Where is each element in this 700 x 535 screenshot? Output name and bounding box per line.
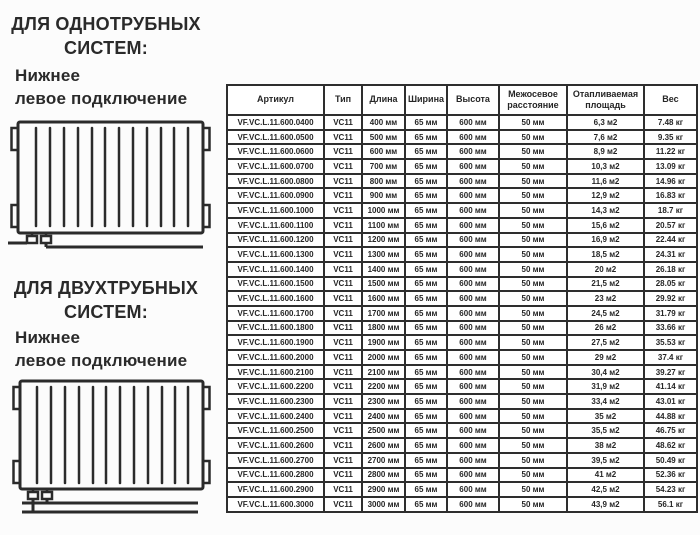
cell-width: 65 мм: [405, 482, 447, 497]
cell-type: VC11: [324, 262, 362, 277]
cell-type: VC11: [324, 247, 362, 262]
cell-article: VF.VC.L.11.600.3000: [227, 497, 324, 512]
cell-axle-distance: 50 мм: [499, 218, 567, 233]
cell-weight: 7.48 кг: [644, 115, 697, 130]
cell-axle-distance: 50 мм: [499, 130, 567, 145]
cell-height: 600 мм: [447, 394, 499, 409]
cell-height: 600 мм: [447, 335, 499, 350]
cell-heated-area: 29 м2: [567, 350, 644, 365]
cell-axle-distance: 50 мм: [499, 497, 567, 512]
cell-width: 65 мм: [405, 218, 447, 233]
table-row: [227, 277, 697, 292]
radiator-diagram-single-pipe: [0, 114, 212, 250]
cell-axle-distance: 50 мм: [499, 350, 567, 365]
column-header-heated-area: Отапливаемая площадь: [567, 85, 644, 115]
cell-width: 65 мм: [405, 277, 447, 292]
cell-height: 600 мм: [447, 218, 499, 233]
cell-length: 2300 мм: [362, 394, 405, 409]
header-row: [227, 85, 697, 115]
heading-two-pipe-systems: ДЛЯ ДВУХТРУБНЫХ СИСТЕМ:: [13, 278, 199, 322]
connection-label-two-pipe: [15, 326, 220, 372]
cell-heated-area: 24,5 м2: [567, 306, 644, 321]
cell-axle-distance: 50 мм: [499, 379, 567, 394]
cell-axle-distance: 50 мм: [499, 409, 567, 424]
cell-article: VF.VC.L.11.600.1400: [227, 262, 324, 277]
cell-axle-distance: 50 мм: [499, 277, 567, 292]
radiator-diagram-two-pipe: [0, 377, 212, 517]
cell-length: 600 мм: [362, 144, 405, 159]
cell-weight: 14.96 кг: [644, 174, 697, 189]
cell-weight: 54.23 кг: [644, 482, 697, 497]
cell-axle-distance: 50 мм: [499, 482, 567, 497]
cell-axle-distance: 50 мм: [499, 174, 567, 189]
cell-length: 800 мм: [362, 174, 405, 189]
cell-type: VC11: [324, 350, 362, 365]
cell-length: 3000 мм: [362, 497, 405, 512]
table-row: [227, 453, 697, 468]
cell-length: 1900 мм: [362, 335, 405, 350]
cell-article: VF.VC.L.11.600.2400: [227, 409, 324, 424]
cell-weight: 29.92 кг: [644, 291, 697, 306]
cell-axle-distance: 50 мм: [499, 365, 567, 380]
cell-weight: 31.79 кг: [644, 306, 697, 321]
cell-article: VF.VC.L.11.600.2300: [227, 394, 324, 409]
cell-length: 2700 мм: [362, 453, 405, 468]
cell-width: 65 мм: [405, 262, 447, 277]
cell-width: 65 мм: [405, 379, 447, 394]
cell-width: 65 мм: [405, 321, 447, 336]
cell-type: VC11: [324, 306, 362, 321]
table-row: [227, 350, 697, 365]
cell-axle-distance: 50 мм: [499, 247, 567, 262]
cell-length: 1400 мм: [362, 262, 405, 277]
cell-width: 65 мм: [405, 365, 447, 380]
cell-heated-area: 33,4 м2: [567, 394, 644, 409]
cell-type: VC11: [324, 291, 362, 306]
cell-length: 2800 мм: [362, 468, 405, 483]
cell-width: 65 мм: [405, 423, 447, 438]
cell-heated-area: 7,6 м2: [567, 130, 644, 145]
cell-heated-area: 20 м2: [567, 262, 644, 277]
cell-length: 2100 мм: [362, 365, 405, 380]
cell-axle-distance: 50 мм: [499, 394, 567, 409]
cell-type: VC11: [324, 453, 362, 468]
cell-weight: 44.88 кг: [644, 409, 697, 424]
cell-type: VC11: [324, 409, 362, 424]
cell-weight: 18.7 кг: [644, 203, 697, 218]
cell-width: 65 мм: [405, 115, 447, 130]
cell-heated-area: 21,5 м2: [567, 277, 644, 292]
cell-length: 900 мм: [362, 188, 405, 203]
cell-height: 600 мм: [447, 379, 499, 394]
cell-length: 1700 мм: [362, 306, 405, 321]
cell-type: VC11: [324, 159, 362, 174]
left-column: [0, 0, 222, 535]
cell-axle-distance: 50 мм: [499, 468, 567, 483]
cell-length: 1300 мм: [362, 247, 405, 262]
cell-article: VF.VC.L.11.600.2800: [227, 468, 324, 483]
table-row: [227, 438, 697, 453]
cell-axle-distance: 50 мм: [499, 306, 567, 321]
cell-article: VF.VC.L.11.600.1900: [227, 335, 324, 350]
cell-width: 65 мм: [405, 174, 447, 189]
cell-axle-distance: 50 мм: [499, 321, 567, 336]
cell-weight: 50.49 кг: [644, 453, 697, 468]
table-row: [227, 247, 697, 262]
cell-article: VF.VC.L.11.600.1200: [227, 233, 324, 248]
cell-width: 65 мм: [405, 144, 447, 159]
cell-height: 600 мм: [447, 306, 499, 321]
cell-height: 600 мм: [447, 350, 499, 365]
cell-weight: 13.09 кг: [644, 159, 697, 174]
cell-axle-distance: 50 мм: [499, 115, 567, 130]
cell-type: VC11: [324, 335, 362, 350]
cell-type: VC11: [324, 174, 362, 189]
cell-axle-distance: 50 мм: [499, 453, 567, 468]
cell-heated-area: 30,4 м2: [567, 365, 644, 380]
cell-article: VF.VC.L.11.600.2000: [227, 350, 324, 365]
cell-weight: 52.36 кг: [644, 468, 697, 483]
cell-height: 600 мм: [447, 262, 499, 277]
cell-type: VC11: [324, 188, 362, 203]
table-row: [227, 188, 697, 203]
cell-type: VC11: [324, 321, 362, 336]
cell-width: 65 мм: [405, 203, 447, 218]
table-row: [227, 379, 697, 394]
cell-height: 600 мм: [447, 188, 499, 203]
cell-article: VF.VC.L.11.600.1300: [227, 247, 324, 262]
cell-axle-distance: 50 мм: [499, 335, 567, 350]
cell-width: 65 мм: [405, 306, 447, 321]
cell-length: 2600 мм: [362, 438, 405, 453]
cell-axle-distance: 50 мм: [499, 423, 567, 438]
cell-axle-distance: 50 мм: [499, 188, 567, 203]
cell-article: VF.VC.L.11.600.0500: [227, 130, 324, 145]
cell-length: 2200 мм: [362, 379, 405, 394]
cell-weight: 56.1 кг: [644, 497, 697, 512]
cell-heated-area: 26 м2: [567, 321, 644, 336]
cell-weight: 9.35 кг: [644, 130, 697, 145]
cell-axle-distance: 50 мм: [499, 291, 567, 306]
table-row: [227, 174, 697, 189]
cell-length: 1200 мм: [362, 233, 405, 248]
cell-weight: 39.27 кг: [644, 365, 697, 380]
cell-width: 65 мм: [405, 350, 447, 365]
table-row: [227, 335, 697, 350]
cell-article: VF.VC.L.11.600.2200: [227, 379, 324, 394]
column-header-length: Длина: [362, 85, 405, 115]
cell-type: VC11: [324, 379, 362, 394]
connection-label-line2: левое подключение: [15, 89, 188, 108]
cell-heated-area: 42,5 м2: [567, 482, 644, 497]
cell-height: 600 мм: [447, 321, 499, 336]
cell-article: VF.VC.L.11.600.2900: [227, 482, 324, 497]
cell-article: VF.VC.L.11.600.0600: [227, 144, 324, 159]
cell-type: VC11: [324, 482, 362, 497]
cell-type: VC11: [324, 144, 362, 159]
cell-length: 1500 мм: [362, 277, 405, 292]
cell-heated-area: 8,9 м2: [567, 144, 644, 159]
cell-width: 65 мм: [405, 394, 447, 409]
connection-label-line2: левое подключение: [15, 351, 188, 370]
cell-heated-area: 11,6 м2: [567, 174, 644, 189]
cell-article: VF.VC.L.11.600.2100: [227, 365, 324, 380]
table-row: [227, 291, 697, 306]
cell-width: 65 мм: [405, 453, 447, 468]
connection-label-single: [15, 64, 220, 110]
cell-type: VC11: [324, 233, 362, 248]
cell-length: 700 мм: [362, 159, 405, 174]
table-row: [227, 365, 697, 380]
cell-width: 65 мм: [405, 409, 447, 424]
cell-heated-area: 23 м2: [567, 291, 644, 306]
cell-heated-area: 18,5 м2: [567, 247, 644, 262]
cell-type: VC11: [324, 497, 362, 512]
cell-weight: 37.4 кг: [644, 350, 697, 365]
table-row: [227, 159, 697, 174]
cell-height: 600 мм: [447, 159, 499, 174]
table-row: [227, 321, 697, 336]
column-header-article: Артикул: [227, 85, 324, 115]
table-row: [227, 262, 697, 277]
cell-article: VF.VC.L.11.600.0700: [227, 159, 324, 174]
cell-width: 65 мм: [405, 188, 447, 203]
cell-width: 65 мм: [405, 497, 447, 512]
cell-axle-distance: 50 мм: [499, 159, 567, 174]
radiator-two-pipe-drawing: [0, 377, 212, 517]
cell-article: VF.VC.L.11.600.1500: [227, 277, 324, 292]
cell-height: 600 мм: [447, 203, 499, 218]
cell-height: 600 мм: [447, 277, 499, 292]
cell-heated-area: 16,9 м2: [567, 233, 644, 248]
cell-type: VC11: [324, 277, 362, 292]
table-row: [227, 203, 697, 218]
cell-length: 1600 мм: [362, 291, 405, 306]
table-row: [227, 130, 697, 145]
table-row: [227, 115, 697, 130]
table-row: [227, 218, 697, 233]
cell-heated-area: 6,3 м2: [567, 115, 644, 130]
cell-heated-area: 12,9 м2: [567, 188, 644, 203]
column-header-width: Ширина: [405, 85, 447, 115]
cell-article: VF.VC.L.11.600.2500: [227, 423, 324, 438]
connection-label-line1: Нижнее: [15, 66, 81, 85]
cell-length: 2000 мм: [362, 350, 405, 365]
cell-width: 65 мм: [405, 130, 447, 145]
cell-height: 600 мм: [447, 423, 499, 438]
radiator-single-pipe-drawing: [0, 114, 212, 250]
cell-width: 65 мм: [405, 291, 447, 306]
spec-table: [226, 84, 698, 513]
cell-weight: 16.83 кг: [644, 188, 697, 203]
cell-height: 600 мм: [447, 130, 499, 145]
cell-type: VC11: [324, 365, 362, 380]
cell-type: VC11: [324, 468, 362, 483]
cell-article: VF.VC.L.11.600.1800: [227, 321, 324, 336]
spec-table-body: [227, 115, 697, 512]
cell-height: 600 мм: [447, 365, 499, 380]
cell-weight: 41.14 кг: [644, 379, 697, 394]
cell-weight: 43.01 кг: [644, 394, 697, 409]
cell-type: VC11: [324, 130, 362, 145]
column-header-type: Тип: [324, 85, 362, 115]
cell-width: 65 мм: [405, 233, 447, 248]
table-row: [227, 394, 697, 409]
cell-width: 65 мм: [405, 159, 447, 174]
cell-height: 600 мм: [447, 233, 499, 248]
cell-width: 65 мм: [405, 335, 447, 350]
cell-weight: 26.18 кг: [644, 262, 697, 277]
cell-width: 65 мм: [405, 438, 447, 453]
cell-weight: 33.66 кг: [644, 321, 697, 336]
cell-width: 65 мм: [405, 247, 447, 262]
cell-height: 600 мм: [447, 247, 499, 262]
table-row: [227, 306, 697, 321]
cell-type: VC11: [324, 394, 362, 409]
cell-weight: 11.22 кг: [644, 144, 697, 159]
cell-article: VF.VC.L.11.600.0900: [227, 188, 324, 203]
cell-length: 500 мм: [362, 130, 405, 145]
cell-height: 600 мм: [447, 115, 499, 130]
column-header-weight: Вес: [644, 85, 697, 115]
cell-length: 1100 мм: [362, 218, 405, 233]
cell-heated-area: 41 м2: [567, 468, 644, 483]
cell-length: 1000 мм: [362, 203, 405, 218]
table-row: [227, 482, 697, 497]
table-row: [227, 423, 697, 438]
cell-heated-area: 38 м2: [567, 438, 644, 453]
table-row: [227, 409, 697, 424]
cell-height: 600 мм: [447, 409, 499, 424]
table-row: [227, 233, 697, 248]
cell-axle-distance: 50 мм: [499, 233, 567, 248]
cell-height: 600 мм: [447, 144, 499, 159]
cell-length: 400 мм: [362, 115, 405, 130]
cell-heated-area: 35 м2: [567, 409, 644, 424]
column-header-height: Высота: [447, 85, 499, 115]
cell-heated-area: 14,3 м2: [567, 203, 644, 218]
cell-height: 600 мм: [447, 438, 499, 453]
table-row: [227, 497, 697, 512]
cell-axle-distance: 50 мм: [499, 144, 567, 159]
spec-table-header: [227, 85, 697, 115]
cell-height: 600 мм: [447, 497, 499, 512]
cell-type: VC11: [324, 423, 362, 438]
cell-width: 65 мм: [405, 468, 447, 483]
cell-height: 600 мм: [447, 174, 499, 189]
cell-axle-distance: 50 мм: [499, 203, 567, 218]
cell-type: VC11: [324, 218, 362, 233]
cell-type: VC11: [324, 438, 362, 453]
cell-weight: 20.57 кг: [644, 218, 697, 233]
cell-heated-area: 15,6 м2: [567, 218, 644, 233]
cell-axle-distance: 50 мм: [499, 438, 567, 453]
cell-length: 2400 мм: [362, 409, 405, 424]
cell-article: VF.VC.L.11.600.2600: [227, 438, 324, 453]
heading-single-pipe-systems: ДЛЯ ОДНОТРУБНЫХ СИСТЕМ:: [11, 14, 201, 58]
cell-weight: 48.62 кг: [644, 438, 697, 453]
cell-heated-area: 39,5 м2: [567, 453, 644, 468]
cell-heated-area: 31,9 м2: [567, 379, 644, 394]
cell-weight: 28.05 кг: [644, 277, 697, 292]
cell-length: 2900 мм: [362, 482, 405, 497]
cell-article: VF.VC.L.11.600.1000: [227, 203, 324, 218]
cell-article: VF.VC.L.11.600.1100: [227, 218, 324, 233]
cell-heated-area: 35,5 м2: [567, 423, 644, 438]
cell-type: VC11: [324, 115, 362, 130]
cell-length: 2500 мм: [362, 423, 405, 438]
cell-weight: 35.53 кг: [644, 335, 697, 350]
cell-article: VF.VC.L.11.600.2700: [227, 453, 324, 468]
cell-article: VF.VC.L.11.600.0800: [227, 174, 324, 189]
cell-heated-area: 10,3 м2: [567, 159, 644, 174]
cell-weight: 22.44 кг: [644, 233, 697, 248]
table-row: [227, 468, 697, 483]
table-row: [227, 144, 697, 159]
cell-weight: 24.31 кг: [644, 247, 697, 262]
cell-article: VF.VC.L.11.600.0400: [227, 115, 324, 130]
cell-heated-area: 43,9 м2: [567, 497, 644, 512]
cell-article: VF.VC.L.11.600.1600: [227, 291, 324, 306]
column-header-axle-distance: Межосевое расстояние: [499, 85, 567, 115]
cell-weight: 46.75 кг: [644, 423, 697, 438]
cell-height: 600 мм: [447, 482, 499, 497]
cell-heated-area: 27,5 м2: [567, 335, 644, 350]
cell-article: VF.VC.L.11.600.1700: [227, 306, 324, 321]
connection-label-line1: Нижнее: [15, 328, 81, 347]
cell-height: 600 мм: [447, 453, 499, 468]
cell-height: 600 мм: [447, 291, 499, 306]
cell-type: VC11: [324, 203, 362, 218]
cell-length: 1800 мм: [362, 321, 405, 336]
cell-axle-distance: 50 мм: [499, 262, 567, 277]
cell-height: 600 мм: [447, 468, 499, 483]
